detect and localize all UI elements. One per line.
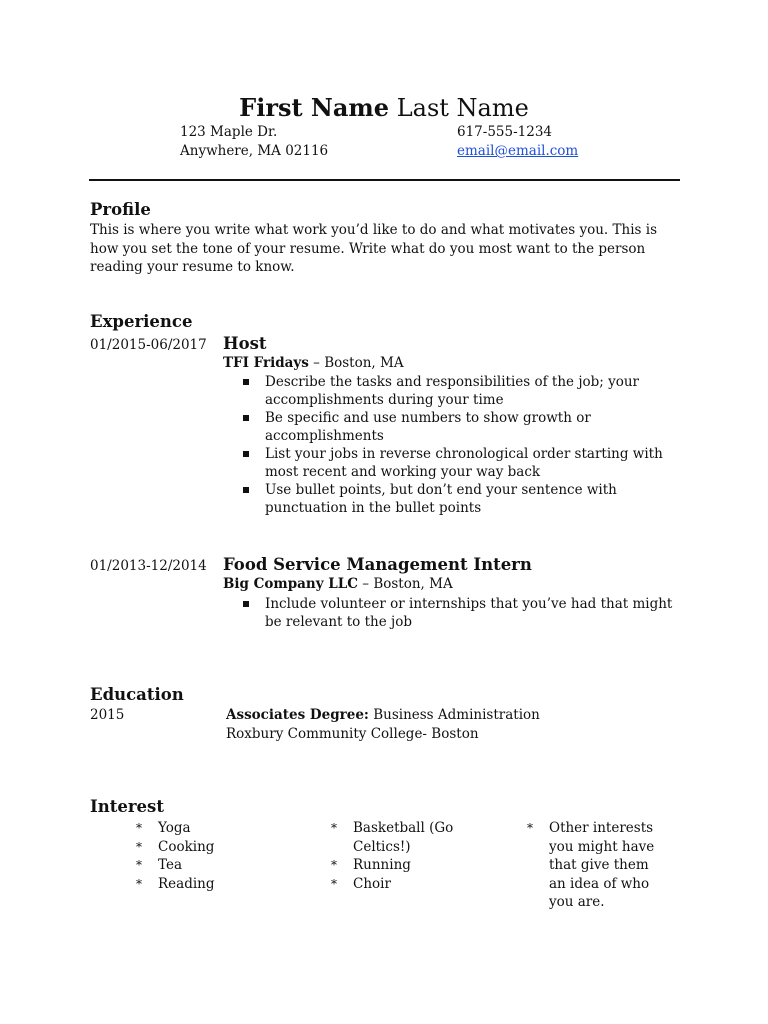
list-item xyxy=(527,819,662,912)
asterisk-icon: * xyxy=(136,839,142,854)
interest-text: Other interests you might have that give them an idea of who you are. xyxy=(549,820,655,910)
job-bullet-list xyxy=(240,373,680,517)
list-item xyxy=(240,373,680,409)
email-container xyxy=(457,142,578,161)
job-location: – Boston, MA xyxy=(358,576,453,592)
education-heading: Education xyxy=(90,685,184,704)
list-item xyxy=(136,856,306,875)
interest-text: Cooking xyxy=(158,838,215,855)
list-item xyxy=(240,481,680,517)
job-company: Big Company LLC xyxy=(223,576,358,592)
job-location: – Boston, MA xyxy=(308,355,404,371)
asterisk-icon: * xyxy=(331,821,337,835)
interest-text: Tea xyxy=(158,857,182,873)
interest-text: Running xyxy=(353,857,411,873)
bullet-square-icon xyxy=(243,415,249,421)
interest-heading: Interest xyxy=(90,797,164,816)
interest-column-1 xyxy=(136,819,306,893)
asterisk-icon: * xyxy=(331,876,337,891)
bullet-text: Be specific and use numbers to show growth or accomplishments xyxy=(265,410,591,444)
candidate-name xyxy=(0,92,768,124)
job-company-line xyxy=(223,354,404,373)
phone-number: 617-555-1234 xyxy=(457,124,553,140)
job-dates: 01/2015-06/2017 xyxy=(90,337,207,353)
list-item xyxy=(331,819,456,856)
job-company-line xyxy=(223,575,453,594)
interest-column-2 xyxy=(331,819,456,893)
list-item xyxy=(240,445,680,481)
education-school: Roxbury Community College- Boston xyxy=(226,726,479,742)
bullet-square-icon xyxy=(243,487,249,493)
bullet-text: Include volunteer or internships that you’ve had that might be relevant to the job xyxy=(265,596,673,630)
list-item xyxy=(136,819,306,838)
bullet-text: Use bullet points, but don’t end your sentence with punctuation in the bullet points xyxy=(265,482,617,516)
asterisk-icon: * xyxy=(331,858,337,872)
job-company: TFI Fridays xyxy=(223,355,309,371)
last-name: Last Name xyxy=(396,94,529,122)
list-item xyxy=(331,856,456,875)
address-line-2: Anywhere, MA 02116 xyxy=(180,143,329,159)
degree-field: Business Administration xyxy=(368,707,540,723)
job-title: Host xyxy=(223,334,267,353)
header-divider xyxy=(89,179,680,181)
experience-heading: Experience xyxy=(90,312,193,331)
bullet-square-icon xyxy=(243,379,249,385)
list-item xyxy=(240,595,680,631)
asterisk-icon: * xyxy=(136,876,142,891)
list-item xyxy=(331,875,456,894)
education-year: 2015 xyxy=(90,707,125,723)
interest-text: Reading xyxy=(158,875,215,892)
job-title: Food Service Management Intern xyxy=(223,555,532,574)
list-item xyxy=(240,409,680,445)
bullet-square-icon xyxy=(243,451,249,457)
list-item xyxy=(136,838,306,857)
bullet-text: Describe the tasks and responsibilities of the job; your accomplishments during your time xyxy=(265,374,640,408)
address-line-1: 123 Maple Dr. xyxy=(180,124,278,140)
job-dates: 01/2013-12/2014 xyxy=(90,558,207,574)
bullet-text: List your jobs in reverse chronological order starting with most recent and working your way back xyxy=(265,446,663,480)
job-bullet-list xyxy=(240,595,680,631)
interest-text: Basketball (Go Celtics!) xyxy=(353,820,454,855)
profile-text: This is where you write what work you’d like to do and what motivates you. This is how you set the tone of your resume. Write what do you most want to the person reading your resume to know. xyxy=(90,222,657,275)
asterisk-icon: * xyxy=(136,821,142,835)
asterisk-icon: * xyxy=(527,821,533,835)
degree-label: Associates Degree: xyxy=(226,707,369,723)
first-name: First Name xyxy=(239,93,390,122)
interest-column-3 xyxy=(527,819,662,912)
interest-text: Choir xyxy=(353,875,391,892)
education-degree xyxy=(226,706,540,725)
email-link[interactable]: email@email.com xyxy=(457,143,579,159)
profile-heading: Profile xyxy=(90,200,151,219)
interest-text: Yoga xyxy=(158,820,191,836)
list-item xyxy=(136,875,306,894)
bullet-square-icon xyxy=(243,601,249,607)
asterisk-icon: * xyxy=(136,858,142,872)
